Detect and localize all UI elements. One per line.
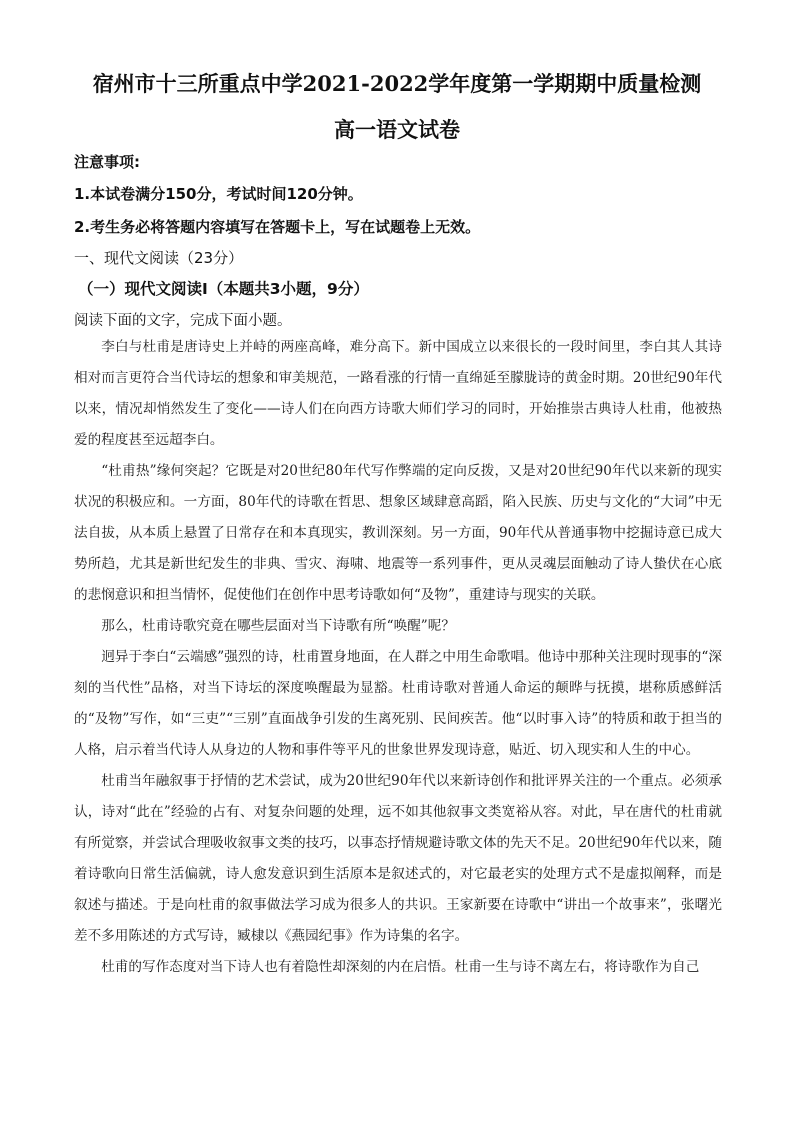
notes-item-2: 2.考生务必将答题内容填写在答题卡上，写在试题卷上无效。 (74, 218, 481, 236)
passage-paragraph-3: 那么，杜甫诗歌究竟在哪些层面对当下诗歌有所“唤醒”呢？ (101, 618, 455, 634)
exam-subtitle: 高一语文试卷 (334, 117, 460, 142)
exam-title: 宿州市十三所重点中学2021-2022学年度第一学期期中质量检测 (92, 71, 702, 96)
section-heading: 一、现代文阅读（23分） (74, 249, 244, 267)
passage-paragraph-2: “杜甫热”缘何突起？它既是对20世纪80年代写作弊端的定向反拨，又是对20世纪90年代以来新的现实状况的积极应和。一方面，80年代的诗歌在哲思、想象区域肆意高蹈，陷入民族、历史与文化的“大词”中无法自拔，从本质上悬置了日常存在和本真现实，教训深刻。另一方面，90年代从普通事物中挖掘诗意已成大势所趋，尤其是新世纪发生的非典、雪灾、海啸、地震等一系列事件，更从灵魂层面触动了诗人蛰伏在心底的悲悯意识和担当情怀，促使他们在创作中思考诗歌如何“及物”，重建诗与现实的关联。 (74, 463, 722, 603)
passage-paragraph-6: 杜甫的写作态度对当下诗人也有着隐性却深刻的内在启悟。杜甫一生与诗不离左右，将诗歌作为自己 (101, 959, 700, 975)
section-subheading: （一）现代文阅读Ⅰ（本题共3小题，9分） (78, 280, 369, 298)
notes-item-1: 1.本试卷满分150分，考试时间120分钟。 (74, 185, 363, 203)
notes-heading: 注意事项: (74, 153, 140, 171)
reading-instruction: 阅读下面的文字，完成下面小题。 (74, 313, 292, 329)
passage-paragraph-5: 杜甫当年融叙事于抒情的艺术尝试，成为20世纪90年代以来新诗创作和批评界关注的一个重点。必须承认，诗对“此在”经验的占有、对复杂问题的处理，远不如其他叙事文类宽裕从容。对此，早在唐代的杜甫就有所觉察，并尝试合理吸收叙事文类的技巧，以事态抒情规避诗歌文体的先天不足。20世纪90年代以来，随着诗歌向日常生活偏就，诗人愈发意识到生活原本是叙述式的，对它最老实的处理方式不是虚拟阐释，而是叙述与描述。于是向杜甫的叙事做法学习成为很多人的共识。王家新要在诗歌中“讲出一个故事来”，张曙光差不多用陈述的方式写诗，臧棣以《燕园纪事》作为诗集的名字。 (74, 773, 722, 944)
passage-paragraph-1: 李白与杜甫是唐诗史上并峙的两座高峰，难分高下。新中国成立以来很长的一段时间里，李白其人其诗相对而言更符合当代诗坛的想象和审美规范，一路看涨的行情一直绵延至朦胧诗的黄金时期。20世纪90年代以来，情况却悄然发生了变化——诗人们在向西方诗歌大师们学习的同时，开始推崇古典诗人杜甫，他被热爱的程度甚至远超李白。 (74, 339, 722, 448)
passage-paragraph-4: 迥异于李白“云端感”强烈的诗，杜甫置身地面，在人群之中用生命歌唱。他诗中那种关注现时现事的“深刻的当代性”品格，对当下诗坛的深度唤醒最为显豁。杜甫诗歌对普通人命运的颠晔与抚摸，堪称质感鲜活的“及物”写作，如“三吏”“三别”直面战争引发的生离死别、民间疾苦。他“以时事入诗”的特质和敢于担当的人格，启示着当代诗人从身边的人物和事件等平凡的世象世界发现诗意，贴近、切入现实和人生的中心。 (74, 649, 722, 758)
reading-passage (74, 332, 722, 983)
